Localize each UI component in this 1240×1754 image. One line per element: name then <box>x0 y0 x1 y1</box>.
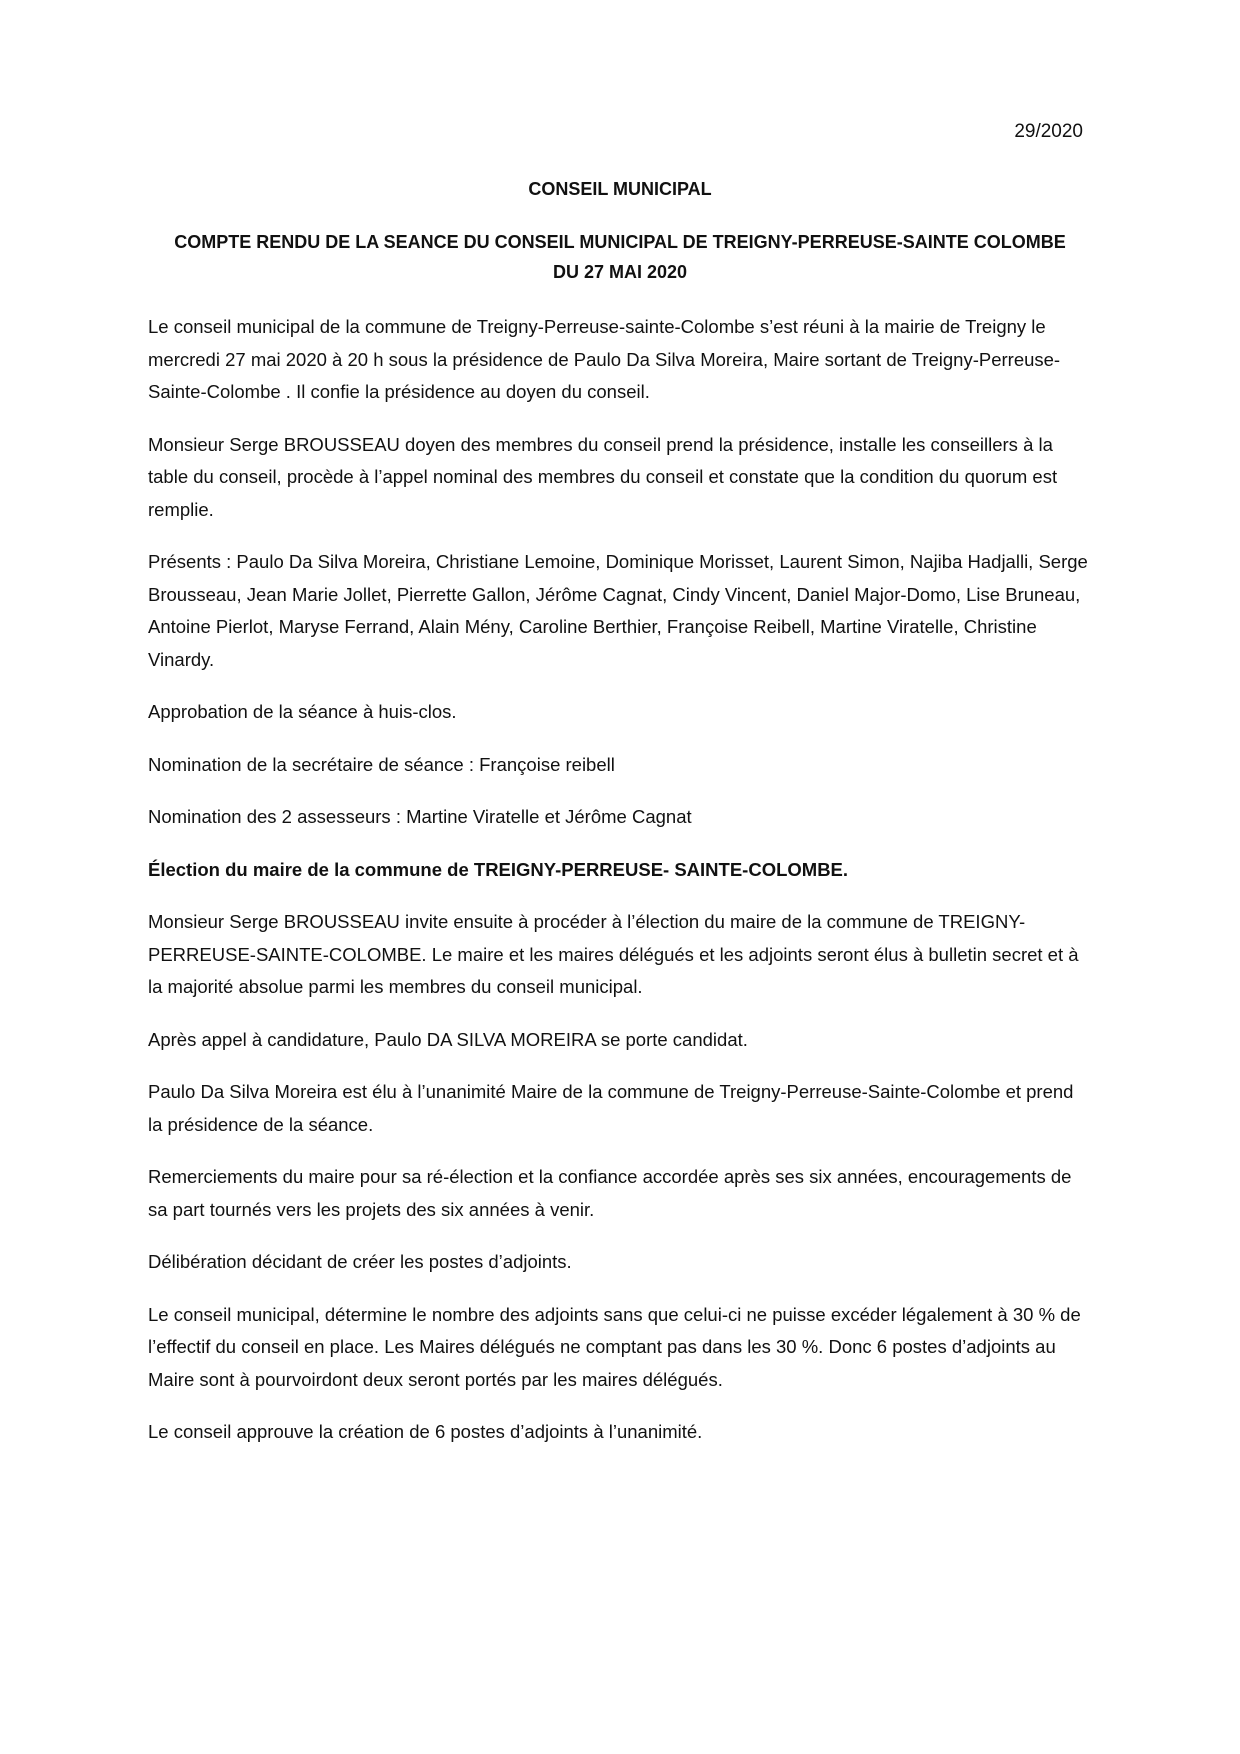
section-heading-mayor-election: Élection du maire de la commune de TREIGNY-PERREUSE- SAINTE-COLOMBE. <box>148 858 849 880</box>
paragraph-thanks: Remerciements du maire pour sa ré-élection et la confiance accordée après ses six années, encouragements de sa part tournés vers les projets des six années à venir. <box>148 1166 1072 1220</box>
report-title-line-2: DU 27 MAI 2020 <box>552 262 688 282</box>
paragraph-election-procedure: Monsieur Serge BROUSSEAU invite ensuite à procéder à l’élection du maire de la commune de TREIGNY-PERREUSE-SAINTE-COLOMBE. Le maire et les maires délégués et les adjoints seront élus à bulletin secret et à la majorité absolue parmi les membres du conseil municipal. <box>148 911 1079 997</box>
paragraph-deliberation: Délibération décidant de créer les postes d’adjoints. <box>148 1251 572 1272</box>
paragraph-assessors: Nomination des 2 assesseurs : Martine Viratelle et Jérôme Cagnat <box>148 806 692 827</box>
paragraph-opening: Le conseil municipal de la commune de Treigny-Perreuse-sainte-Colombe s’est réuni à la mairie de Treigny le mercredi 27 mai 2020 à 20 h sous la présidence de Paulo Da Silva Moreira, Maire sortant de Treigny-Perreuse-Sainte-Colombe . Il confie la présidence au doyen du conseil. <box>148 316 1061 402</box>
paragraph-election-result: Paulo Da Silva Moreira est élu à l’unanimité Maire de la commune de Treigny-Perreuse-Sainte-Colombe et prend la présidence de la séance. <box>148 1081 1074 1135</box>
page-number: 29/2020 <box>1014 121 1083 142</box>
paragraph-quorum: Monsieur Serge BROUSSEAU doyen des membres du conseil prend la présidence, installe les conseillers à la table du conseil, procède à l’appel nominal des membres du conseil et constate que la condition du quorum est remplie. <box>148 433 1058 520</box>
paragraph-candidacy: Après appel à candidature, Paulo DA SILVA MOREIRA se porte candidat. <box>148 1028 748 1050</box>
paragraph-attendees: Présents : Paulo Da Silva Moreira, Christiane Lemoine, Dominique Morisset, Laurent Simon, Najiba Hadjalli, Serge Brousseau, Jean Marie Jollet, Pierrette Gallon, Jérôme Cagnat, Cindy Vincent, Daniel Major-Domo, Lise Bruneau, Antoine Pierlot, Maryse Ferrand, Alain Mény, Caroline Berthier, Françoise Reibell, Martine Viratelle, Christine Vinardy. <box>148 551 1088 670</box>
report-title <box>148 227 1092 287</box>
report-title-line-1: COMPTE RENDU DE LA SEANCE DU CONSEIL MUNICIPAL DE TREIGNY-PERREUSE-SAINTE COLOMBE <box>174 232 1066 252</box>
council-heading: CONSEIL MUNICIPAL <box>528 179 712 199</box>
paragraph-secretary: Nomination de la secrétaire de séance : Françoise reibell <box>148 753 615 775</box>
report-body <box>148 311 1092 1469</box>
paragraph-closed-session: Approbation de la séance à huis-clos. <box>148 701 457 722</box>
paragraph-deputies-count: Le conseil municipal, détermine le nombre des adjoints sans que celui-ci ne puisse excéder légalement à 30 % de l’effectif du conseil en place. Les Maires délégués ne comptant pas dans les 30 %. Donc 6 postes d’adjoints au Maire sont à pourvoirdont deux seront portés par les maires délégués. <box>148 1303 1081 1390</box>
paragraph-approval: Le conseil approuve la création de 6 postes d’adjoints à l’unanimité. <box>148 1421 703 1442</box>
